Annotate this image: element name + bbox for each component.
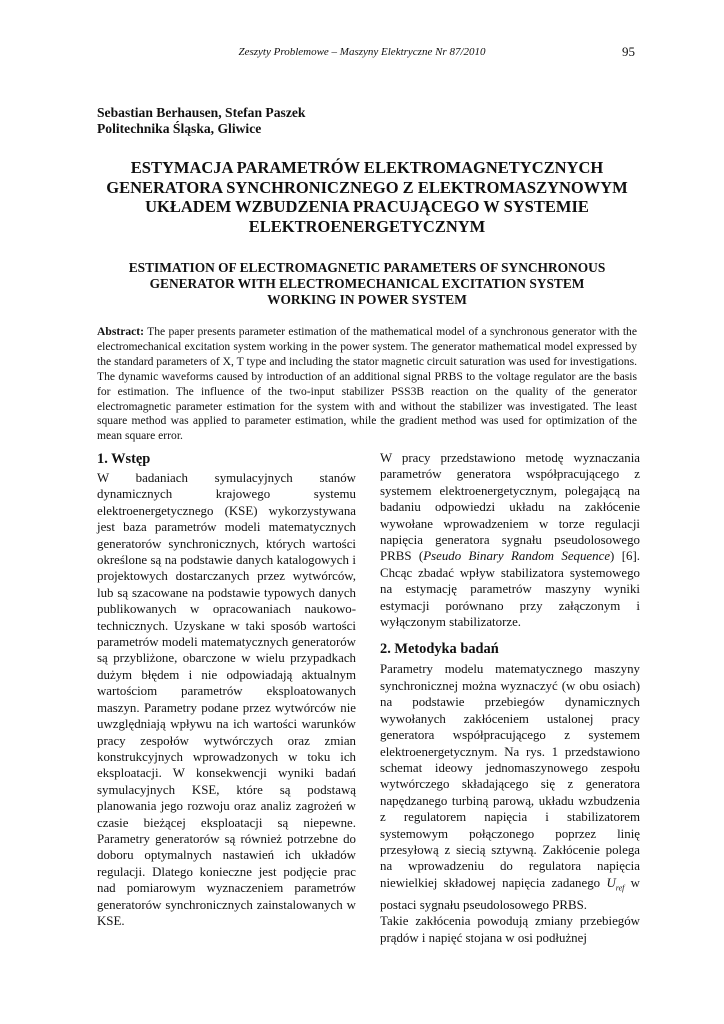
title-pl-line: ESTYMACJA PARAMETRÓW ELEKTROMAGNETYCZNYCH (130, 158, 604, 177)
title-en-line: GENERATOR WITH ELECTROMECHANICAL EXCITATION SYSTEM (149, 276, 585, 291)
title-en-line: WORKING IN POWER SYSTEM (267, 292, 467, 307)
author-names: Sebastian Berhausen, Stefan Paszek (97, 105, 306, 120)
symbol-u-ref (606, 875, 625, 893)
title-pl-line: GENERATORA SYNCHRONICZNEGO Z ELEKTROMASZYNOWYM (106, 177, 628, 197)
method-paragraph (380, 661, 640, 913)
section-heading-intro: 1. Wstęp (97, 451, 151, 467)
title-polish (97, 158, 637, 236)
title-pl-line: UKŁADEM WZBUDZENIA PRACUJĄCEGO W SYSTEMIE (145, 197, 589, 216)
symbol-subscript: ref (615, 883, 625, 893)
author-block (97, 105, 305, 137)
intro-paragraph: W badaniach symulacyjnych stanów dynamicznych krajowego systemu elektroenergetycznego (KSE) wykorzystywana jest baza parametrów modeli matematycznych generatorów synchronicznych, których wartości określone są na podstawie danych katalogowych i projektowych dostarczanych przez wytwórców, lub są szacowane na podstawie typowych danych publikowanych w opracowaniach naukowo-technicznych. Uzyskane w taki sposób wartości parametrów modeli matematycznych generatorów są przybliżone, obarczone w wielu przypadkach dużym błędem i nie odpowiadają aktualnym wartościom parametrów eksploatowanych maszyn. Parametry podane przez wytwórców nie uwzględniają wpływu na ich wartości warunków pracy zespołów wytwórczych oraz zmian konstrukcyjnych wprowadzonych w toku ich eksploatacji. W konsekwencji wyniki badań symulacyjnych KSE, które są podstawą planowania jego rozwoju oraz analiz zagrożeń w czasie bieżącej eksploatacji są niepewne. Parametry generatorów są również potrzebne do doboru optymalnych nastawień ich układów regulacji. Dlatego konieczne jest podjęcie prac nad pomiarowym wyznaczeniem parametrów generatorów synchronicznych zainstalowanych w KSE. (97, 471, 356, 928)
intro-continuation-paragraph (380, 450, 640, 630)
abstract-text: The paper presents parameter estimation of the mathematical model of a synchronous generator with the electromechanical excitation system working in the power system. The generator mathematical model expressed by the standard parameters of X, T type and including the stator magnetic circuit saturation was used for investigations. The dynamic waveforms caused by introduction of an additional signal PRBS to the voltage regulator are the basis for estimation. The influence of the two-input stabilizer PSS3B reaction on the quality of the generator electromagnetic parameter estimation for the system with and without the stabilizer was investigated. The least square method was applied to parameter estimation, while the gradient method was used for optimization of the mean square error. (97, 325, 637, 443)
text-run: Parametry modelu matematycznego maszyny synchronicznej można wyznaczyć (w obu osiach) na podstawie przebiegów dynamicznych wywołanych zakłóceniem ustalonej pracy generatora współpracującego z systemem elektroenergetycznym. Na rys. 1 przedstawiono schemat ideowy jednomaszynowego zespołu wytwórczego składającego się z generatora napędzanego turbiną parową, układu wzbudzenia z regulatorem napięcia i stabilizatorem systemowym połączonego poprzez linię przesyłową z siecią sztywną. Zakłócenie polega na wprowadzeniu do regulatora napięcia niewielkiej składowej napięcia zadanego (380, 662, 640, 890)
section-heading-method: 2. Metodyka badań (380, 641, 499, 658)
method-paragraph-2: Takie zakłócenia powodują zmiany przebiegów prądów i napięć stojana w osi podłużnej (380, 914, 640, 945)
text-run: ) [6]. Chcąc zbadać wpływ stabilizatora systemowego na estymację parametrów maszyny wyniki estymacji porównano przy załączonym i wyłączonym stabilizatorze. (380, 549, 640, 630)
abstract (97, 325, 637, 444)
author-affiliation: Politechnika Śląska, Gliwice (97, 121, 262, 136)
text-run: W pracy przedstawiono metodę wyznaczania parametrów generatora współpracującego z systemem elektroenergetycznym, polegającą na badaniu odpowiedzi układu na zakłócenie wywołane wprowadzeniem w torze regulacji napięcia generatora sygnału pseudolosowego PRBS ( (380, 451, 640, 564)
running-header: Zeszyty Problemowe – Maszyny Elektryczne Nr 87/2010 (238, 46, 486, 58)
right-column (380, 450, 640, 946)
title-english (97, 260, 637, 308)
symbol-letter: U (606, 875, 616, 890)
left-column (97, 450, 356, 929)
abstract-label: Abstract: (97, 325, 145, 338)
text-run: w postaci sygnału pseudolosowego PRBS. (380, 875, 640, 912)
title-en-line: ESTIMATION OF ELECTROMAGNETIC PARAMETERS OF SYNCHRONOUS (128, 260, 606, 275)
prbs-expansion: Pseudo Binary Random Sequence (423, 549, 611, 564)
title-pl-line: ELEKTROENERGETYCZNYM (248, 216, 486, 236)
page-number: 95 (622, 44, 635, 59)
